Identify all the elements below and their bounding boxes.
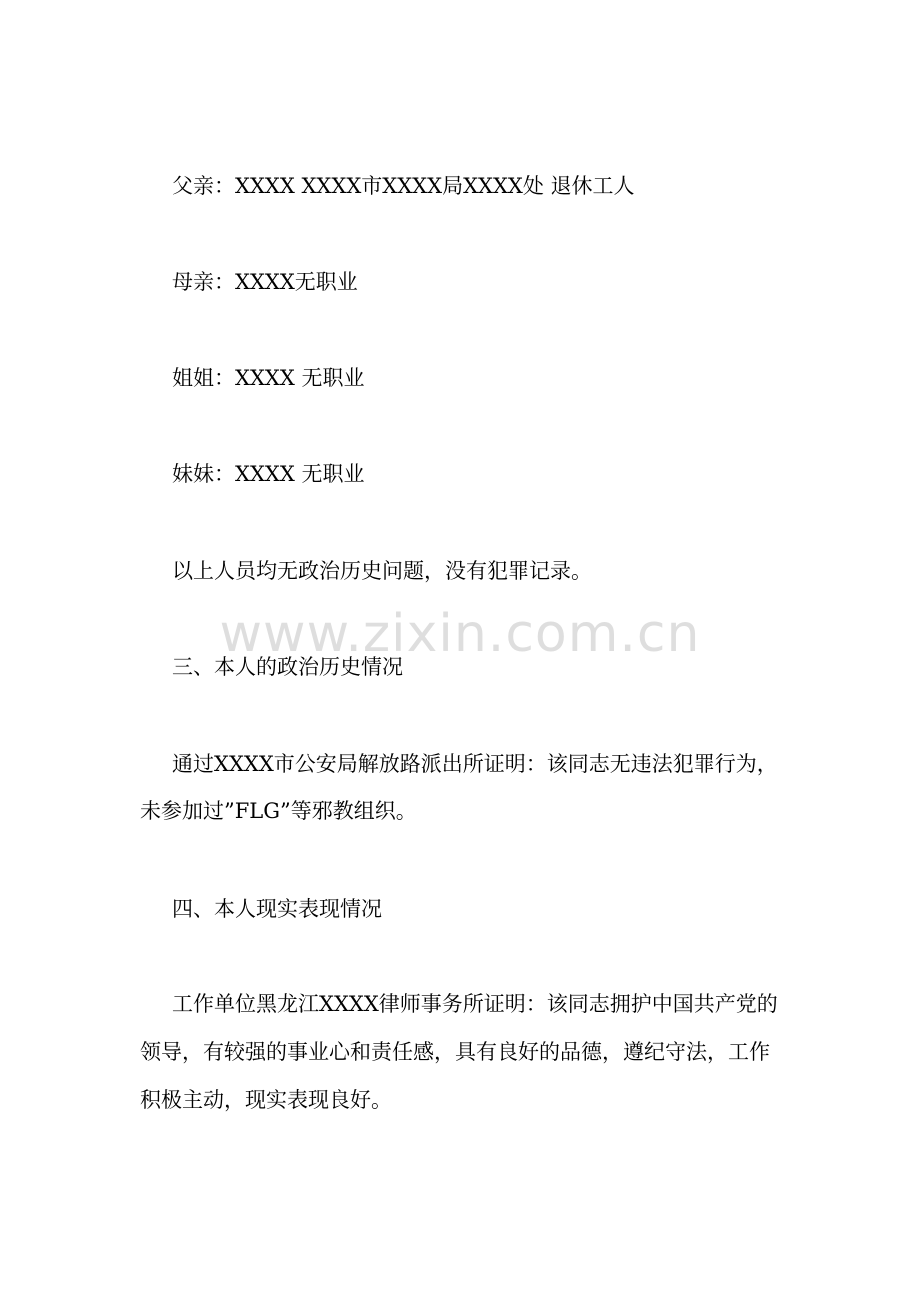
section-three-heading: 三、本人的政治历史情况 <box>172 655 403 679</box>
employer-proof-line-3: 积极主动，现实表现良好。 <box>140 1088 392 1112</box>
father-line: 父亲：XXXX XXXX市XXXX局XXXX处 退休工人 <box>172 174 635 198</box>
watermark: www.zixin.com.cn <box>219 604 701 664</box>
elder-sister-line: 姐姐：XXXX 无职业 <box>172 366 365 390</box>
mother-line: 母亲：XXXX无职业 <box>172 270 358 294</box>
police-proof-line-2: 未参加过”FLG”等邪教组织。 <box>140 799 417 823</box>
employer-proof-line-2: 领导，有较强的事业心和责任感，具有良好的品德，遵纪守法，工作 <box>140 1040 770 1064</box>
younger-sister-line: 妹妹：XXXX 无职业 <box>172 462 365 486</box>
police-proof-line-1: 通过XXXX市公安局解放路派出所证明：该同志无违法犯罪行为， <box>172 752 778 776</box>
section-four-heading: 四、本人现实表现情况 <box>172 897 382 921</box>
no-record-statement: 以上人员均无政治历史问题，没有犯罪记录。 <box>172 559 592 583</box>
employer-proof-line-1: 工作单位黑龙江XXXX律师事务所证明：该同志拥护中国共产党的 <box>172 992 778 1016</box>
